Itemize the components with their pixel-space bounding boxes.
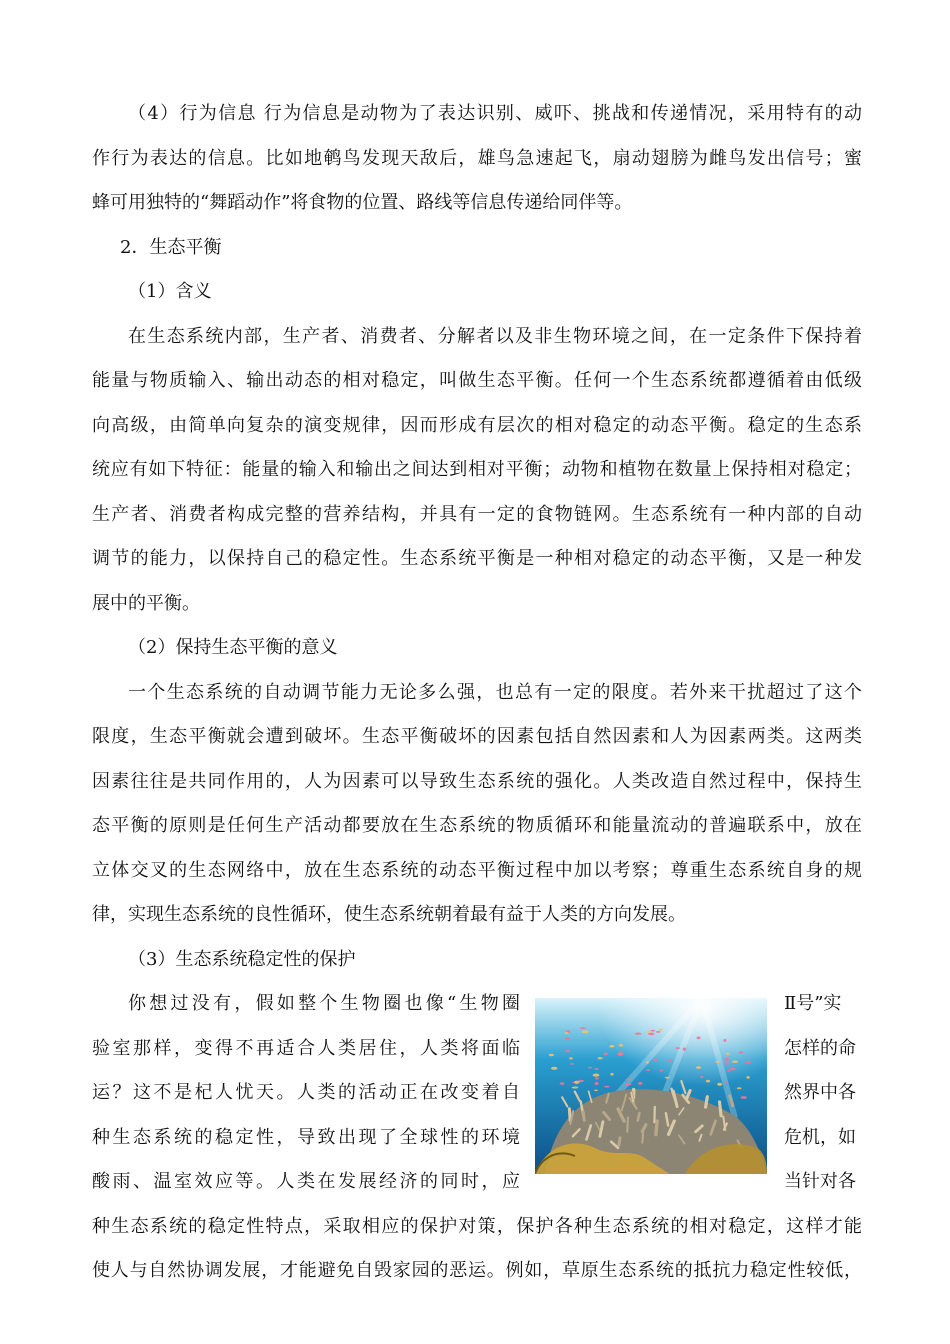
subsection-heading: （3）生态系统稳定性的保护 (128, 948, 356, 970)
subsection-heading: （1）含义 (128, 281, 212, 302)
paragraph-line: 作行为表达的信息。比如地鹌鸟发现天敌后，雄鸟急速起飞，扇动翅膀为雌鸟发出信号；蜜 (92, 147, 862, 169)
paragraph-line: 蜂可用独特的“舞蹈动作”将食物的位置、路线等信息传递给同伴等。 (92, 192, 633, 213)
paragraph-line: （4）行为信息 行为信息是动物为了表达识别、威吓、挑战和传递情况，采用特有的动 (128, 103, 862, 124)
paragraph-line: 律，实现生态系统的良性循环，使生态系统朝着最有益于人类的方向发展。 (92, 904, 686, 925)
paragraph-line: 使人与自然协调发展，才能避免自毁家园的恶运。例如，草原生态系统的抵抗力稳定性较低， (92, 1260, 862, 1281)
paragraph-line: 限度，生态平衡就会遭到破坏。生态平衡破坏的因素包括自然因素和人为因素两类。这两类 (92, 726, 862, 747)
coral-reef-photo (535, 998, 767, 1174)
paragraph-line: 危机，如 (784, 1126, 856, 1148)
paragraph-line: Ⅱ号”实 (784, 993, 842, 1014)
section-heading: 2．生态平衡 (120, 236, 222, 258)
paragraph-line: 生产者、消费者构成完整的营养结构，并具有一定的食物链网。生态系统有一种内部的自动 (92, 503, 862, 525)
paragraph-line: 种生态系统的稳定性，导致出现了全球性的环境 (92, 1126, 520, 1148)
paragraph-line: 统应有如下特征：能量的输入和输出之间达到相对平衡；动物和植物在数量上保持相对稳定； (92, 459, 862, 480)
paragraph-line: 种生态系统的稳定性特点，采取相应的保护对策，保护各种生态系统的相对稳定，这样才能 (92, 1215, 862, 1237)
coral-reef-photo-icon (535, 998, 767, 1174)
paragraph-line: 你想过没有，假如整个生物圈也像“生物圈 (128, 993, 520, 1014)
paragraph-line: 验室那样，变得不再适合人类居住，人类将面临 (92, 1037, 520, 1059)
paragraph-line: 在生态系统内部，生产者、消费者、分解者以及非生物环境之间，在一定条件下保持着 (128, 325, 862, 347)
paragraph-line: 运？这不是杞人忧天。人类的活动正在改变着自 (92, 1082, 520, 1103)
paragraph-line: 一个生态系统的自动调节能力无论多么强，也总有一定的限度。若外来干扰超过了这个 (128, 681, 862, 703)
paragraph-line: 怎样的命 (784, 1037, 856, 1059)
paragraph-line: 调节的能力，以保持自己的稳定性。生态系统平衡是一种相对稳定的动态平衡，又是一种发 (92, 548, 862, 569)
paragraph-line: 态平衡的原则是任何生产活动都要放在生态系统的物质循环和能量流动的普遍联系中，放在 (92, 815, 862, 836)
image-wrap-block (92, 982, 862, 1205)
paragraph-line: 能量与物质输入、输出动态的相对稳定，叫做生态平衡。任何一个生态系统都遵循着由低级 (92, 370, 862, 391)
paragraph-line: 然界中各 (784, 1082, 856, 1103)
paragraph-line: 展中的平衡。 (92, 592, 200, 614)
paragraph-line: 立体交叉的生态网络中，放在生态系统的动态平衡过程中加以考察；尊重生态系统自身的规 (92, 859, 862, 881)
paragraph-line: 酸雨、温室效应等。人类在发展经济的同时，应 (92, 1171, 520, 1192)
paragraph-line: 当针对各 (784, 1171, 856, 1192)
subsection-heading: （2）保持生态平衡的意义 (128, 637, 338, 658)
paragraph-line: 向高级，由简单向复杂的演变规律，因而形成有层次的相对稳定的动态平衡。稳定的生态系 (92, 414, 862, 436)
document-content (92, 92, 862, 1294)
wrap-text-left (92, 982, 520, 1205)
paragraph-line: 因素往往是共同作用的，人为因素可以导致生态系统的强化。人类改造自然过程中，保持生 (92, 770, 862, 792)
wrap-text-right (784, 982, 860, 1205)
